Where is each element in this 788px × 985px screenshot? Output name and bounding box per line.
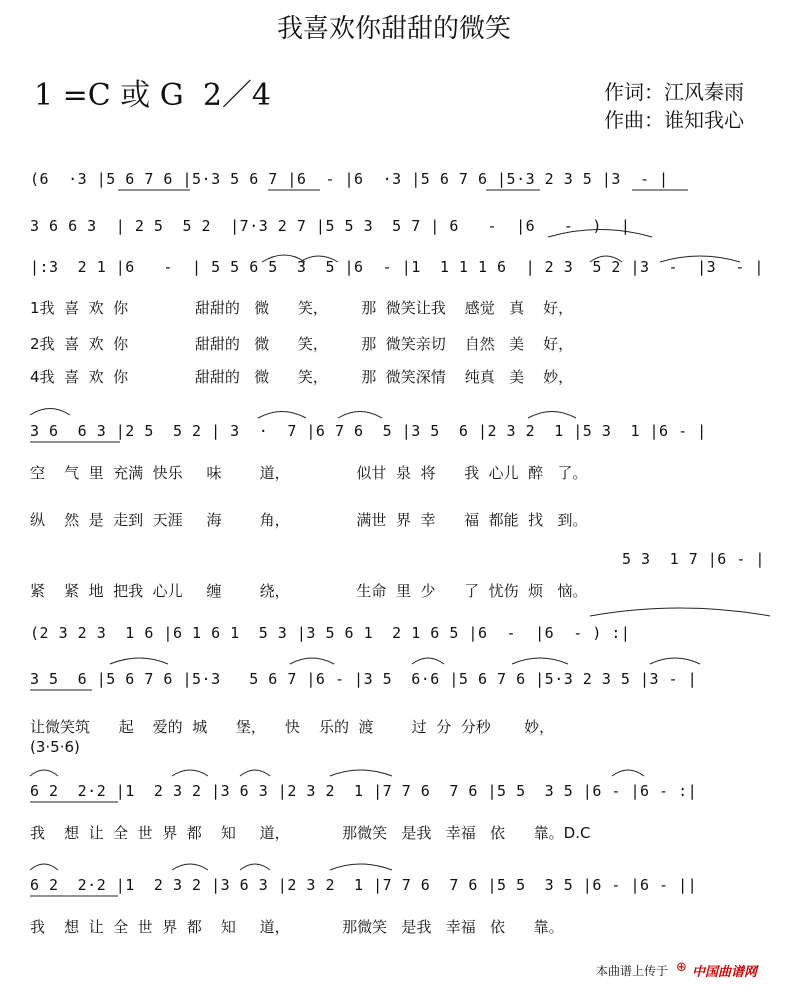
lyric-line-a2: 纵 然 是 走到 天涯 海 角， 满世 界 幸 福 都能 找 到。 xyxy=(30,511,588,529)
slur-arc xyxy=(338,412,382,419)
lyric-verse-2: 2我 喜 欢 你 甜甜的 微 笑， 那 微笑亲切 自然 美 好， xyxy=(30,335,574,353)
score-row-chorus: 3 5 6 |5 6 7 6 |5·3 5 6 7 |6 - |3 5 6·6 |5 6 7 6 |5·3 2 3 5 |3 - | xyxy=(30,670,698,688)
slur-arc xyxy=(30,864,58,870)
score-row-4: 3 6 6 3 |2 5 5 2 | 3 · 7 |6 7 6 5 |3 5 6 |2 3 2 1 |5 3 1 |6 - | xyxy=(30,422,707,440)
lyric-line-a3: 紧 紧 地 把我 心儿 缠 绕， 生命 里 少 了 忧伤 烦 恼。 xyxy=(30,582,588,600)
score-row-final-1: 6 2 2·2 |1 2 3 2 |3 6 3 |2 3 2 1 |7 7 6 7 6 |5 5 3 5 |6 - |6 - :| xyxy=(30,782,698,800)
score-row-3: |:3 2 1 |6 - | 5 5 6 5 3 5 |6 - |1 1 1 1 6 | 2 3 5 2 |3 - |3 - | xyxy=(30,258,764,276)
lyric-line-a1: 空 气 里 充满 快乐 味 道， 似甘 泉 将 我 心儿 醉 了。 xyxy=(30,464,588,482)
footer-uploaded-text: 本曲谱上传于 xyxy=(596,964,669,978)
slur-arc xyxy=(110,658,168,664)
slur-arc xyxy=(412,658,444,664)
slur-arc xyxy=(660,256,740,262)
slur-arc xyxy=(300,256,338,262)
composer-credit: 作曲：谁知我心 xyxy=(604,108,744,132)
key-signature: 1 =C 或 G 2／4 xyxy=(34,78,271,113)
slur-arc xyxy=(650,658,700,664)
lyric-final-2: 我 想 让 全 世 界 都 知 道， 那微笑 是我 幸福 依 靠。 xyxy=(30,918,564,936)
slur-arc xyxy=(30,409,70,416)
lyric-verse-1: 1我 喜 欢 你 甜甜的 微 笑， 那 微笑让我 感觉 真 好， xyxy=(30,299,574,317)
slur-arc xyxy=(590,256,622,262)
song-title: 我喜欢你甜甜的微笑 xyxy=(276,14,511,44)
slur-arc xyxy=(240,864,270,870)
lyric-chorus-note: (3·5·6) xyxy=(30,738,80,756)
lyricist-credit: 作词：江风秦雨 xyxy=(604,80,744,104)
lyric-chorus: 让微笑筑 起 爱的 城 堡， 快 乐的 渡 过 分 分秒 妙， xyxy=(30,718,555,736)
score-row-interlude: (2 3 2 3 1 6 |6 1 6 1 5 3 |3 5 6 1 2 1 6 5 |6 - |6 - ) :| xyxy=(30,624,631,642)
score-row-final-2: 6 2 2·2 |1 2 3 2 |3 6 3 |2 3 2 1 |7 7 6 7 6 |5 5 3 5 |6 - |6 - || xyxy=(30,876,698,894)
site-logo: 中国曲谱网 xyxy=(692,965,758,980)
slur-arc xyxy=(240,770,270,776)
slur-arc xyxy=(30,770,58,776)
score-row-ending: 5 3 1 7 |6 - | xyxy=(622,550,765,568)
lyric-final-1: 我 想 让 全 世 界 都 知 道， 那微笑 是我 幸福 依 靠。D.C xyxy=(30,824,591,842)
tie-arc xyxy=(548,230,652,238)
tie-arc xyxy=(590,608,770,616)
slur-arc xyxy=(172,770,208,776)
lyric-verse-4: 4我 喜 欢 你 甜甜的 微 笑， 那 微笑深情 纯真 美 妙， xyxy=(30,368,574,386)
slur-arc xyxy=(330,864,392,870)
slur-arc xyxy=(330,770,392,776)
slur-arc xyxy=(528,412,576,419)
slur-arc xyxy=(290,658,334,664)
slur-arc xyxy=(172,864,208,870)
slur-arc xyxy=(262,255,305,262)
slur-arc xyxy=(512,658,568,664)
site-logo-icon: ⊕ xyxy=(676,960,687,975)
slur-arc xyxy=(258,412,306,419)
score-row-1: (6 ·3 |5 6 7 6 |5·3 5 6 7 |6 - |6 ·3 |5 6 7 6 |5·3 2 3 5 |3 - | xyxy=(30,170,669,188)
score-row-2: 3 6 6 3 | 2 5 5 2 |7·3 2 7 |5 5 3 5 7 | 6 - |6 - ) | xyxy=(30,217,631,235)
slur-arc xyxy=(612,770,644,776)
